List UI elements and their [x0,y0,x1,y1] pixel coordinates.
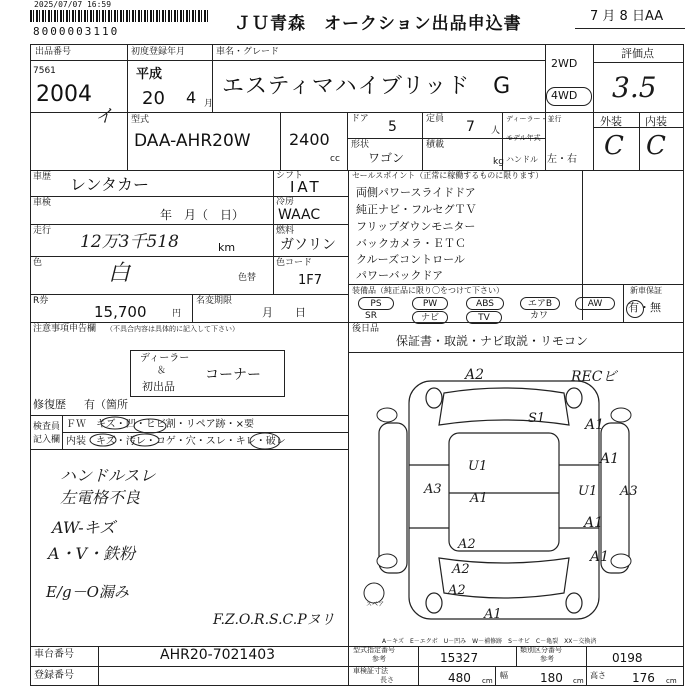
dmg-a2-rear-left: A2 [458,537,476,552]
barcode [30,10,210,22]
recycle-unit: 円 [172,309,182,319]
dimension-length-unit: cm [482,677,493,685]
dmg-u1-left: U1 [468,459,488,474]
rear-docs-label: 後日品 [352,324,380,334]
drive-2wd: 2WD [551,57,578,70]
color-label: 色 [33,258,43,268]
dimension-width-unit: cm [573,677,584,685]
equip-navi: ナビ [412,311,448,324]
dmg-a1-left: A1 [470,491,488,506]
registration-month: 4 [186,88,197,107]
dimension-label: 車検証寸法 [353,667,388,675]
chassis-label: 車台番号 [34,649,74,660]
equip-ps: PS [358,297,394,310]
type-designation-value: 15327 [440,651,479,665]
score-label: 評価点 [621,47,654,60]
capacity-unit: 人 [491,126,501,136]
dimension-height-unit: cm [666,677,677,685]
barcode-number: 8000003110 [33,25,120,38]
dimension-height: 176 [632,671,655,685]
equip-tv: TV [466,311,502,324]
mileage-label: 走行 [33,226,52,236]
lot-year: 2004 [36,82,92,107]
handle-value: 左・右 [547,154,577,165]
drive-4wd: 4WD [551,89,578,102]
equipment-label: 装備品（純正品に限り〇をつけて下さい） [352,286,504,295]
dmg-rec: RECビ [571,369,617,385]
dmg-a1-right-upper: A1 [600,451,620,467]
load-label: 積載 [426,140,445,150]
warranty-value: 有・無 [628,301,661,314]
displacement-value: 2400 [289,130,330,149]
model-year-label: モデル年式 [506,134,541,142]
dmg-a1-rear-right: A1 [590,549,610,565]
chassis-value: AHR20-7021403 [160,647,276,663]
repair-label: 修復歴 [33,398,66,411]
checks-interior: 内装 キズ・汚レ・コゲ・穴・スレ・キレ・破レ [66,436,286,447]
sales-point-3: フリップダウンモニター [356,220,476,233]
type-designation-label: 型式指定番号 [353,646,395,654]
history-value: レンタカー [70,175,149,194]
doc-deadline-label: 名変期限 [196,296,233,306]
inspection-label: 車検 [33,198,52,208]
color-value: 白 [108,261,131,286]
car-name: エスティマハイブリッド G [222,74,512,99]
fuel-label: 燃料 [276,226,295,236]
note-line1: ハンドルスレ [60,466,156,485]
notes-sub: （不具合内容は具体的に記入して下さい） [106,325,239,333]
dmg-a1-right-lower: A1 [584,515,604,531]
color-code: 1F7 [298,273,323,288]
registration-month-unit: 月 [204,99,214,109]
stamp-line2: ＆ [157,366,167,376]
registration-era: 平成 [136,67,163,82]
color-code-label: 色コード [276,258,313,268]
dimension-height-sub: 高さ [590,671,606,680]
dimension-length: 480 [448,671,471,685]
history-label: 車歴 [33,172,52,182]
category-value: 0198 [612,651,643,665]
interior-label: 内装 [645,115,667,128]
stamp-line3: 初出品 [142,380,175,393]
checks-circles [62,415,348,449]
capacity-value: 7 [466,119,475,135]
mileage-value: 12万3千518 [80,232,179,252]
dmg-a2-rear-left-2: A2 [452,562,470,577]
equip-sr: SR [365,311,377,321]
dmg-a3-right: A3 [620,484,638,499]
equip-pw: PW [412,297,448,310]
dmg-a1-front-right: A1 [585,417,605,433]
displacement-unit: cc [330,154,340,164]
model-label: 型式 [131,115,150,125]
interior-value: C [646,131,666,161]
damage-legend: A－キズ E－エクボ U－凹み W－補修跡 S－サビ C－亀裂 XX－交換済 [382,638,597,645]
dimension-width-sub: 幅 [500,671,508,680]
sales-point-4: バックカメラ・ＥＴＣ [356,237,466,250]
note-line3: AW-キズ [52,518,116,537]
equip-leather: カワ [530,311,549,321]
checks-fw: ＦＷ キズ・凹・ヒビ割・リペア跡・×要 [66,419,254,430]
registration-label: 初度登録年月 [131,47,186,57]
ac-value: WAAC [278,207,321,223]
ac-label: 冷房 [276,197,295,207]
dmg-s1: S1 [528,411,546,426]
category-sub: 参考 [540,655,554,663]
dmg-u1-right: U1 [578,484,598,499]
dmg-front: A2 [465,367,485,383]
color-no-label: 色替 [238,273,257,283]
shape-label: 形状 [351,140,370,150]
lot-handwritten-mark: イ [95,106,113,127]
model-value: DAA-AHR20W [134,131,251,151]
repair-value: 有（箇所 [84,398,128,411]
lot-code: 7561 [33,66,56,76]
fuel-value: ガソリン [280,237,336,253]
sales-points-label: セールスポイント（正常に稼働するものに限ります） [352,171,544,180]
stamp-line1: ディーラー [140,353,190,364]
dimension-width: 180 [540,671,563,685]
note-line2: 左電格不良 [60,488,141,507]
recycle-label: R券 [33,296,49,306]
stamp-line4: コーナー [205,367,261,383]
recycle-value: 15,700 [94,303,147,321]
type-designation-sub: 参考 [372,655,386,663]
spare-label: スペア [366,601,385,608]
doors-label: ドア [351,114,369,124]
shift-value: IAT [290,178,322,196]
dmg-a1-rear: A1 [484,607,502,622]
category-label: 類別区分番号 [520,646,562,654]
registration-year: 20 [142,88,165,109]
exterior-value: C [604,131,624,161]
sales-point-5: クルーズコントロール [356,253,465,266]
lot-label: 出品番号 [35,47,72,57]
load-unit: kg [493,157,504,167]
mileage-unit: km [218,241,236,254]
equip-abs: ABS [466,297,504,310]
shift-label: シフト [276,171,304,181]
sales-point-1: 両側パワースライドドア [356,186,476,199]
dealer-import-label: ディーラー・並行 [506,115,562,123]
form-date: 7 月 8 日AA [590,9,664,24]
car-name-label: 車名・グレード [216,47,280,57]
checks-label2: 記入欄 [33,435,61,445]
form-title: ＪＵ青森 オークション出品申込書 [234,14,522,34]
dmg-a3-left: A3 [424,482,442,497]
capacity-label: 定員 [426,114,445,124]
sales-point-2: 純正ナビ・フルセグＴＶ [356,203,477,216]
dmg-a2-rear: A2 [448,583,466,598]
checks-label1: 検査員 [33,422,61,432]
equip-aw: AW [575,297,615,310]
doors-value: 5 [388,119,397,135]
doc-deadline-value: 月 日 [262,306,306,319]
handle-label: ハンドル [506,155,538,164]
notes-label: 注意事項申告欄 [33,324,97,334]
score-value: 3.5 [612,71,657,104]
timestamp: 2025/07/07 16:59 [34,0,112,9]
inspection-value: 年 月（ 日） [160,208,245,222]
note-line4: A・V・鉄粉 [48,544,136,563]
exterior-label: 外装 [600,115,622,128]
warranty-label: 新車保証 [630,286,662,295]
note-line6: F.Z.O.R.S.C.Pヌリ [213,612,335,628]
sales-point-6: パワーバックドア [356,269,444,282]
note-line5: E/g－O漏み [46,583,129,601]
reg-number-label: 登録番号 [34,670,74,681]
equip-airbag: エアB [520,297,560,310]
shape-value: ワゴン [368,151,405,165]
dimension-length-sub: 長さ [380,676,394,684]
rear-docs-value: 保証書・取説・ナビ取説・リモコン [396,334,589,348]
